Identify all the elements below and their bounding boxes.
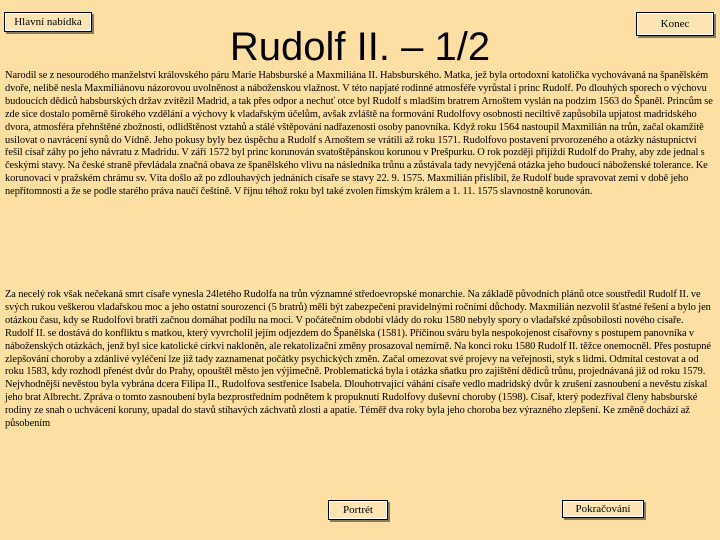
end-button[interactable]: Konec [636, 12, 714, 36]
continue-button[interactable]: Pokračování [562, 500, 644, 518]
body-paragraph-2: Za necelý rok však nečekaná smrt císaře vynesla 24letého Rudolfa na trůn významné středoevropské monarchie. Na základě původních plánů otce soustředil Rudolf II. ve svých rukou veškerou vladařskou moc a jeho ostatní sourozenci (5 bratrů) měli být zabezpečeni pravidelnými ročními důchody. Maxmilián nezvolil šťastné řešení a bylo jen otázkou času, kdy se Rudolfovi bratři začnou domáhat podílu na moci. V počátečním období vlády do roku 1580 nebyly spory o vladařské způsobilosti nového císaře. Rudolf II. se dostává do konfliktu s matkou, který vyvrcholil jejím odjezdem do Španělska (1581). Příčinou sváru byla nespokojenost císařovny s postupem panovníka v náboženských otázkách, jenž byl sice katolické církvi nakloněn, ale rekatolizační změny prosazoval nemírně. Na konci roku 1580 Rudolf II. těžce onemocněl. Přes postupné zlepšování choroby a zdánlivé vyléčení lze již tady zaznamenat počátky psychických změn. Začal omezovat své projevy na veřejnosti, styk s lidmi. Odmítal cestovat a od roku 1583, kdy rozhodl přenést dvůr do Prahy, opouštěl město jen výjimečně. Problematická byla i otázka sňatku pro zajištění dědiců trůnu, projednávaná již od roku 1579. Nejvhodnější nevěstou byla vybrána dcera Filipa II., Rudolfova sestřenice Isabela. Dlouhotrvající váhání císaře vedlo madridský dvůr k zrušení zasnoubení a nevěstu získal jeho brat Albrecht. Zpráva o tomto zasnoubení byla bezprostředním podnětem k propuknutí Rudolfovy duševní choroby (1598). Císař, který podezříval členy habsburské rodiny ze snah o uchvácení koruny, upadal do stavů stíhavých záchvatů zlosti a apatie. Téměř dva roky byla jeho choroba bez výrazného zlepšení. Ke změně dochází až působením [5, 289, 711, 430]
body-paragraph-1: Narodil se z nesourodého manželství královského páru Marie Habsburské a Maxmiliána II. Habsburského. Matka, jež byla ortodoxní katolička vychovávaná na španělském dvoře, nelibě nesla Maxmiliánovu názorovou uvolněnost a náboženskou vlažnost. V této napjaté rodinné atmosféře vyrůstal i princ Rudolf. Po dlouhých sporech o výchovu budoucích dědiců habsburských držav zvítězil Madrid, a tak přes odpor a nechuť otce byl Rudolf s mladším bratrem Arnoštem vyslán na podzim 1563 do Španěl. Princům se zde sice dostalo poměrně širokého vzdělání a výchovy k vladařským účelům, avšak zvláště na formování Rudolfovy osobnosti neciltivě zapůsobila upjatost madridského dvora, atmosféra přehnštěné zbožnosti, odlidštěnost vztahů a stálé vštěpování nadřazenosti osoby panovníka. Když roku 1564 nastoupil Maxmilián na trůn, začal okamžitě usilovat o navrácení synů do Vídně. Jeho pokusy byly bez úspěchu a Rudolf s Arnoštem se vrátili až roku 1571. Rudolfovo postavení prvorozeného a otázky nástupnictví řešil císař záhy po jeho návratu z Madridu. V září 1572 byl princ korunován svatoštěpánskou korunou v Prešpurku. O rok později přijíždí Rudolf do Prahy, aby zde jednal s českými stavy. Na české straně převládala značná obava ze španělského vlivu na následníka trůnu a zůstávala tady nevyjčená otázka jeho budoucí náboženské tolerance. Ke korunovaci v pražském chrámu sv. Víta došlo až po zdlouhavých jednáních císaře se stavy 22. 9. 1575. Maxmilián přislíbil, že Rudolf bude spravovat zemi v době jeho nepřítomnosti a že se podle starého práva naučí češtině. V říjnu téhož roku byl také zvolen římským králem a 1. 11. 1575 slavnostně korunován. [5, 70, 713, 198]
main-menu-button[interactable]: Hlavní nabídka [4, 12, 92, 32]
slide-title [0, 22, 720, 72]
slide-title-text: Rudolf II. – 1/2 [229, 25, 491, 69]
portrait-button[interactable]: Portrét [328, 500, 388, 520]
